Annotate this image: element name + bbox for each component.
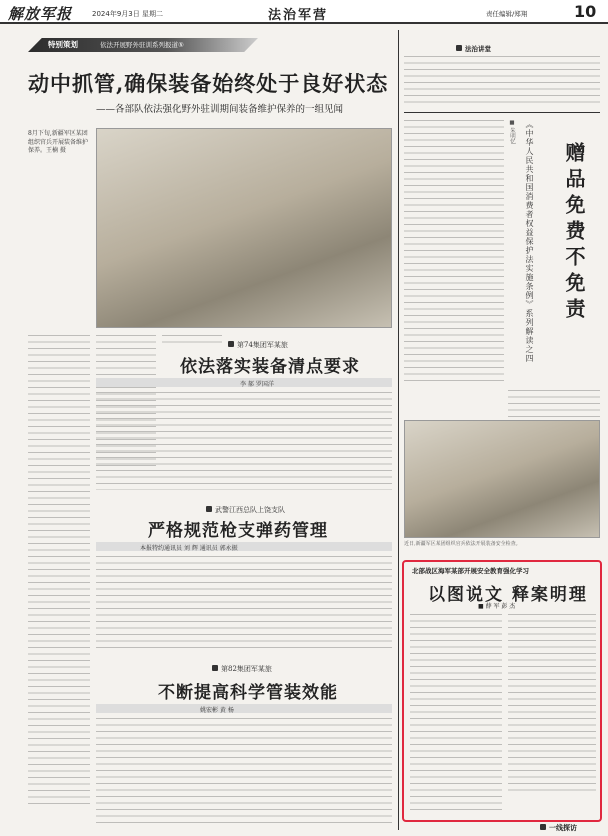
sidebar-intro bbox=[404, 56, 600, 108]
featured-body-col1 bbox=[410, 614, 502, 814]
main-photo bbox=[96, 128, 392, 328]
star-icon bbox=[540, 824, 546, 830]
photo-caption-block bbox=[28, 130, 92, 320]
sidebar-author: ■ 朱明忆 bbox=[509, 120, 515, 145]
story2-byline: 本报特约通讯员 刘 辉 通讯员 郭永振 bbox=[140, 545, 238, 552]
featured-kicker: 北部战区海军某部开展安全教育强化学习 bbox=[412, 567, 529, 575]
bullet-icon bbox=[212, 665, 218, 671]
main-headline: 动中抓管,确保装备始终处于良好状态 bbox=[28, 71, 389, 96]
story1-byline: 李 郝 罗国洋 bbox=[240, 381, 274, 388]
article-body-left bbox=[28, 335, 90, 805]
section-title: 法治军营 bbox=[268, 8, 329, 23]
banner-tag: 特别策划 bbox=[48, 40, 78, 49]
story2-headline: 严格规范枪支弹药管理 bbox=[148, 521, 328, 541]
issue-date: 2024年9月3日 星期二 bbox=[92, 10, 163, 18]
page-number: 10 bbox=[574, 2, 597, 21]
banner-text: 依法开展野外驻训系列报道⑤ bbox=[100, 41, 184, 49]
sidebar-body bbox=[404, 120, 504, 385]
story3-headline: 不断提高科学管装效能 bbox=[158, 683, 338, 703]
star-icon bbox=[456, 45, 462, 51]
story1-kicker: 第74集团军某旅 bbox=[228, 340, 288, 350]
sidebar-series-title: 《中华人民共和国消费者权益保护法实施条例》系列解读之四 bbox=[525, 120, 534, 363]
article-body-col3 bbox=[162, 335, 222, 345]
story2-body bbox=[96, 556, 392, 648]
sidebar-body-cont bbox=[508, 390, 600, 420]
column-divider bbox=[398, 30, 399, 830]
sidebar-big-title: 赠品免费不免责 bbox=[562, 142, 586, 324]
sidebar-divider bbox=[404, 112, 600, 113]
featured-body-col2 bbox=[508, 614, 596, 794]
newspaper-logo: 解放军报 bbox=[8, 5, 73, 23]
story2-kicker: 武警江西总队上饶支队 bbox=[206, 505, 285, 515]
featured-byline: ■ 薛 军 彭 杰 bbox=[478, 603, 516, 610]
featured-headline: 以图说文 释案明理 bbox=[428, 585, 588, 605]
story1-headline: 依法落实装备清点要求 bbox=[180, 357, 360, 377]
story3-body bbox=[96, 718, 392, 826]
secondary-photo-caption: 近日,新疆军区某团组织官兵依法开展装备安全检查。 bbox=[404, 541, 521, 547]
bullet-icon bbox=[228, 341, 234, 347]
bullet-icon bbox=[206, 506, 212, 512]
story1-body bbox=[96, 392, 392, 490]
editor-credit: 责任编辑/郑翔 bbox=[486, 10, 528, 18]
footer-tag: 一线探访 bbox=[540, 823, 577, 833]
story3-byline: 姚宏彬 黄 杨 bbox=[200, 707, 234, 714]
story3-kicker: 第82集团军某旅 bbox=[212, 664, 272, 674]
story3-byline-bar bbox=[96, 704, 392, 713]
sidebar-label: 法治讲堂 bbox=[456, 36, 491, 55]
main-subhead: ——各部队依法强化野外驻训期间装备维护保养的一组见闻 bbox=[96, 104, 344, 115]
main-photo-caption: 8月下旬,新疆军区某团组织官兵开展装备维护保养。王楠 摄 bbox=[28, 130, 89, 154]
secondary-photo bbox=[404, 420, 600, 538]
